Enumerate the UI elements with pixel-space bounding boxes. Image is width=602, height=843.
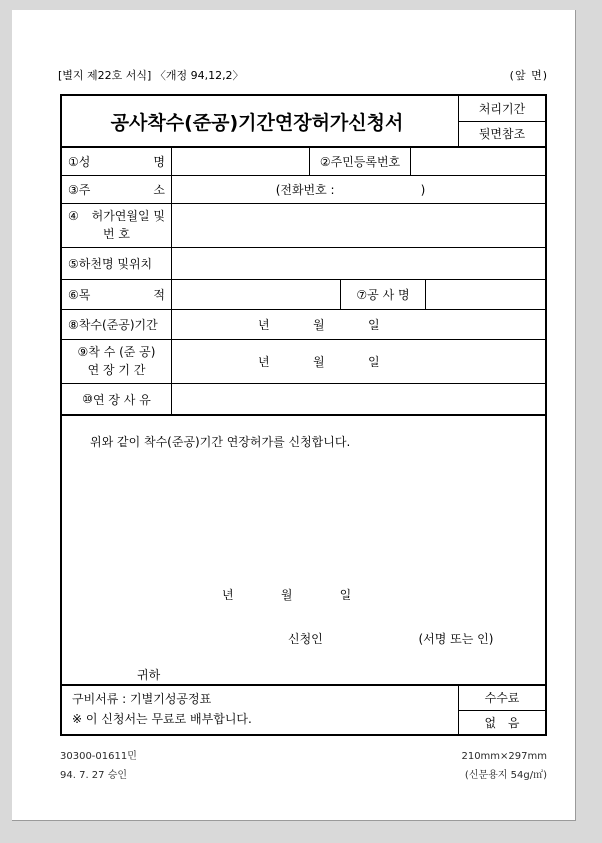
form-code: 30300-01611민 [60,751,137,762]
form-reference: [별지 제22호 서식] 〈개정 94,12,2〉 [58,69,244,82]
statement-text: 위와 같이 착수(준공)기간 연장허가를 신청합니다. [90,435,351,449]
document-page [12,10,576,821]
work-name-label: ⑦공 사 명 [341,280,426,309]
row-extension-period [62,340,545,384]
approval-date: 94. 7. 27 승인 [60,769,128,781]
form-title-row [62,96,545,148]
permit-date-label-line2: 번 호 [103,226,130,241]
application-form-table [60,94,547,736]
permit-date-input[interactable] [172,204,545,247]
row-work-period [62,310,545,340]
form-meta-row [58,67,548,83]
extension-period-label [62,340,172,383]
required-documents: 구비서류 : 기별기성공정표 [72,692,212,707]
page-side-label: (앞 면) [509,69,548,82]
extension-period-year: 년 [258,355,270,369]
work-period-month: 월 [313,318,325,332]
processing-period-box [459,96,545,146]
work-period-label: ⑧ 착수(준공)기간 [62,310,172,339]
river-input[interactable] [172,248,545,279]
row-address [62,176,545,204]
extension-reason-label: ⑩ 연 장 사 유 [62,384,172,414]
paper-type: (신문용지 54g/㎡) [464,769,547,781]
paper-size: 210mm×297mm [461,751,547,762]
name-input[interactable] [172,148,310,175]
work-period-day: 일 [368,318,380,332]
extension-reason-input[interactable] [172,384,545,414]
purpose-input[interactable] [172,280,341,309]
fee-box [459,686,545,734]
river-label: ⑤ 하천명 및위치 [62,248,172,279]
address-input[interactable] [172,176,545,203]
required-documents-block [62,686,459,734]
extension-period-input[interactable] [172,340,545,383]
statement-date-month: 월 [280,588,293,602]
extension-period-month: 월 [313,355,325,369]
work-name-input[interactable] [426,280,545,309]
statement-date-day: 일 [339,588,352,602]
resident-id-input[interactable] [411,148,545,175]
free-distribution-notice: ※ 이 신청서는 무료로 배부합니다. [72,712,252,726]
fee-label: 수수료 [459,686,545,711]
address-label: ③ 주 소 [62,176,172,203]
row-river [62,248,545,280]
extension-period-label-line1: ⑨ 착 수 (준 공) [77,345,156,360]
work-period-input[interactable] [172,310,545,339]
processing-period-value: 뒷면참조 [478,127,526,142]
bottom-metadata-right [461,748,547,785]
bottom-metadata-left [60,748,137,785]
statement-date[interactable] [222,586,395,603]
row-purpose [62,280,545,310]
purpose-label: ⑥ 목 적 [62,280,172,309]
bottom-metadata [60,748,547,785]
extension-period-day: 일 [368,355,380,369]
fee-value: 없 음 [484,715,524,730]
seal-label: (서명 또는 인) [418,632,494,646]
recipient-label: 귀하 [137,668,161,682]
row-name [62,148,545,176]
processing-period-label: 처리기간 [459,96,545,122]
row-permit-date [62,204,545,248]
resident-id-label: ②주민등록번호 [310,148,411,175]
row-extension-reason [62,384,545,416]
permit-date-label [62,204,172,247]
applicant-signature-row[interactable] [288,630,493,647]
work-period-year: 년 [258,318,270,332]
statement-date-year: 년 [222,588,234,602]
extension-period-label-line2: 연 장 기 간 [87,362,146,377]
footer-row [62,686,545,734]
applicant-label: 신청인 [288,632,323,646]
phone-label: (전화번호 : [275,183,335,197]
statement-block [62,416,545,686]
name-label: ① 성 명 [62,148,172,175]
form-title: 공사착수(준공)기간연장허가신청서 [62,96,459,146]
permit-date-label-line1: ④ 허가연월일 및 [68,209,165,224]
phone-close-paren: ) [420,182,426,197]
